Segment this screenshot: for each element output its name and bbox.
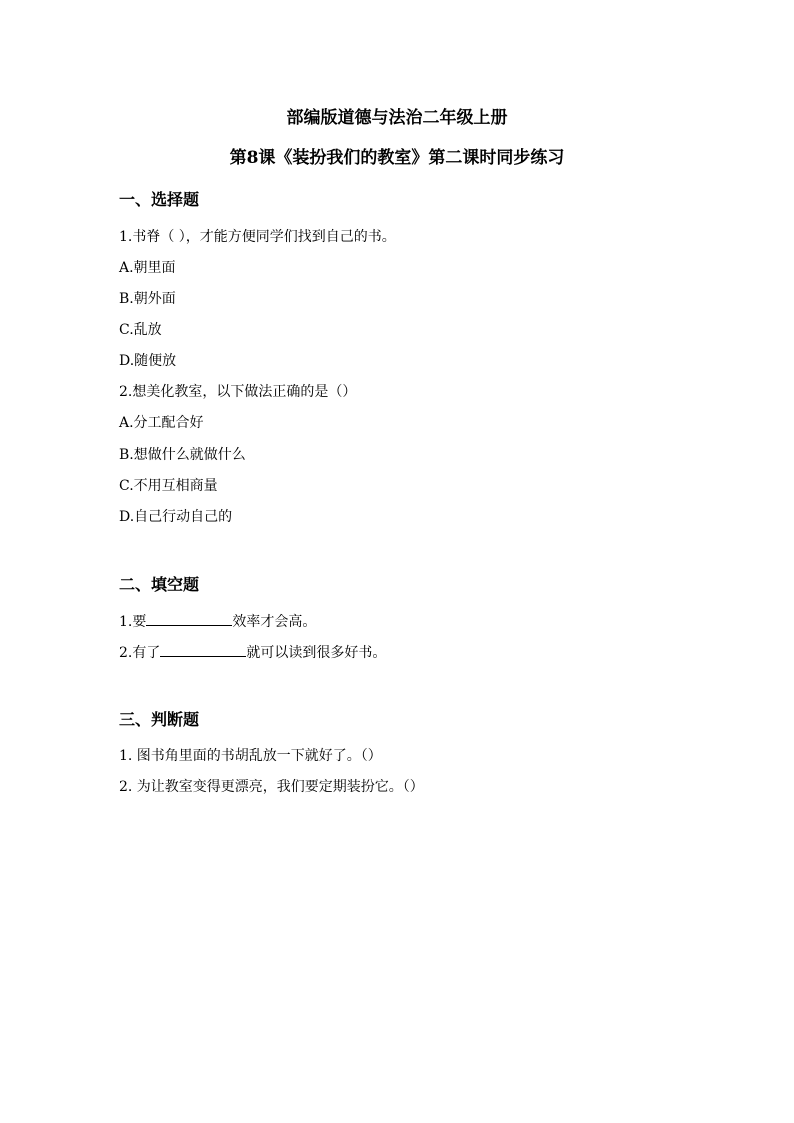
answer-option: D.自己行动自己的 [119, 509, 233, 525]
document-title: 部编版道德与法治二年级上册 [286, 108, 508, 128]
answer-option: D.随便放 [119, 353, 177, 369]
answer-option: B.朝外面 [119, 291, 176, 307]
answer-option: C.乱放 [119, 322, 162, 338]
question-stem: 2.想美化教室，以下做法正确的是（） [119, 384, 357, 400]
document-subtitle: 第8课《装扮我们的教室》第二课时同步练习 [229, 148, 565, 168]
section-heading-choice: 一、选择题 [119, 190, 200, 209]
fill-question-suffix: 效率才会高。 [232, 614, 317, 630]
answer-option: C.不用互相商量 [119, 478, 218, 494]
judge-question: 2. 为让教室变得更漂亮，我们要定期装扮它。（） [119, 779, 424, 795]
fill-question-suffix: 就可以读到很多好书。 [246, 645, 387, 661]
section-heading-fill: 二、填空题 [119, 575, 200, 594]
answer-blank [146, 610, 232, 626]
fill-question-prefix: 2.有了 [119, 645, 161, 661]
question-stem: 1.书脊（ ），才能方便同学们找到自己的书。 [119, 229, 396, 245]
section-heading-judge: 三、判断题 [119, 710, 200, 729]
fill-question [119, 610, 316, 633]
answer-blank [160, 641, 246, 657]
fill-question [119, 641, 386, 664]
answer-option: B.想做什么就做什么 [119, 447, 246, 463]
judge-question: 1. 图书角里面的书胡乱放一下就好了。（） [119, 748, 382, 764]
answer-option: A.分工配合好 [119, 415, 204, 431]
fill-question-prefix: 1.要 [119, 614, 147, 630]
answer-option: A.朝里面 [119, 260, 176, 276]
